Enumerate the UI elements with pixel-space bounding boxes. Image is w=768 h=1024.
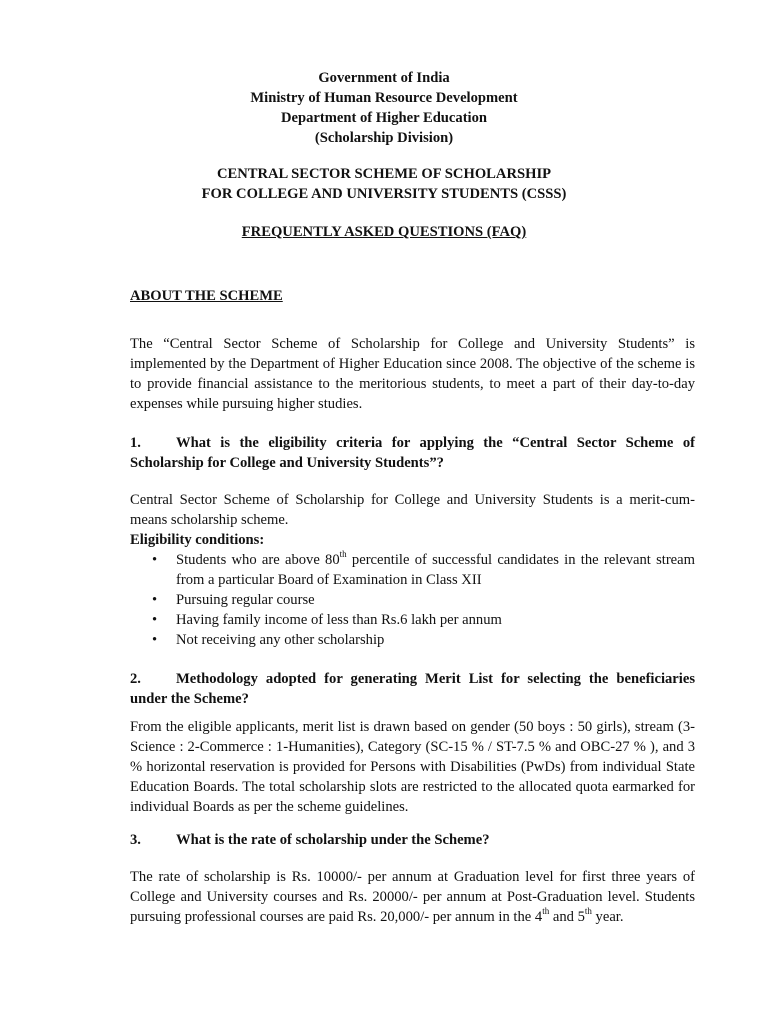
list-item: • Students who are above 80th percentile of successful candidates in the relevant stream from a particular Board of Examination in Class XII [152,549,695,588]
question-2 [130,669,695,709]
question-1-number: 1. [130,435,141,451]
eligibility-heading: Eligibility conditions: [130,532,265,548]
about-paragraph: The “Central Sector Scheme of Scholarship for College and University Students” is implemented by the Department of Higher Education since 2008. The objective of the scheme is to provide financial assistance to the meritorious students, to meet a part of their day-to-day expenses while pursuing higher studies. [130,336,695,412]
question-2-text: Methodology adopted for generating Merit List for selecting the beneficiaries under the Scheme? [130,671,695,707]
faq-title-wrap [0,222,768,242]
scheme-title [0,164,768,204]
header-government: Government of India [318,70,450,86]
scheme-title-line1: CENTRAL SECTOR SCHEME OF SCHOLARSHIP [216,166,552,182]
header-division: (Scholarship Division) [314,130,454,146]
answer-2: From the eligible applicants, merit list is drawn based on gender (50 boys : 50 girls), stream (3-Science : 2-Commerce : 1-Humanities), Category (SC-15 % / ST-7.5 % and OBC-27 % ), and 3 % horizontal reservation is provided for Persons with Disabilities (PwDs) from individual State Education Boards. The total scholarship slots are restricted to the allocated quota earmarked for individual Boards as per the scheme guidelines. [130,719,695,815]
bullet-icon: • [152,592,158,608]
question-1 [130,433,695,473]
question-2-number: 2. [130,671,141,687]
header-department: Department of Higher Education [280,110,488,126]
bullet-icon: • [152,632,158,648]
about-heading: ABOUT THE SCHEME [130,288,283,304]
list-item: • Pursuing regular course [152,592,315,608]
letterhead [0,68,768,148]
answer-1: Central Sector Scheme of Scholarship for College and University Students is a merit-cum-means scholarship scheme. [130,492,695,528]
faq-title: FREQUENTLY ASKED QUESTIONS (FAQ) [241,224,527,240]
question-3 [130,830,695,850]
question-1-text: What is the eligibility criteria for applying the “Central Sector Scheme of Scholarship for College and University Students”? [130,435,695,471]
question-3-text: What is the rate of scholarship under the Scheme? [176,832,490,848]
eligibility-list [130,550,695,650]
answer-3: The rate of scholarship is Rs. 10000/- per annum at Graduation level for first three years of College and University courses and Rs. 20000/- per annum at Post-Graduation level. Students pursuing professional courses are paid Rs. 20,000/- per annum in the 4th and 5th year. [130,869,695,925]
header-ministry: Ministry of Human Resource Development [250,90,518,106]
bullet-icon: • [152,612,158,628]
list-item: • Not receiving any other scholarship [152,632,385,648]
bullet-icon: • [152,552,158,568]
list-item: • Having family income of less than Rs.6 lakh per annum [152,612,502,628]
eligibility-list-wrap [130,550,695,650]
question-3-number: 3. [130,832,141,848]
scheme-title-line2: FOR COLLEGE AND UNIVERSITY STUDENTS (CSSS) [201,186,567,202]
about-heading-wrap [130,286,695,306]
